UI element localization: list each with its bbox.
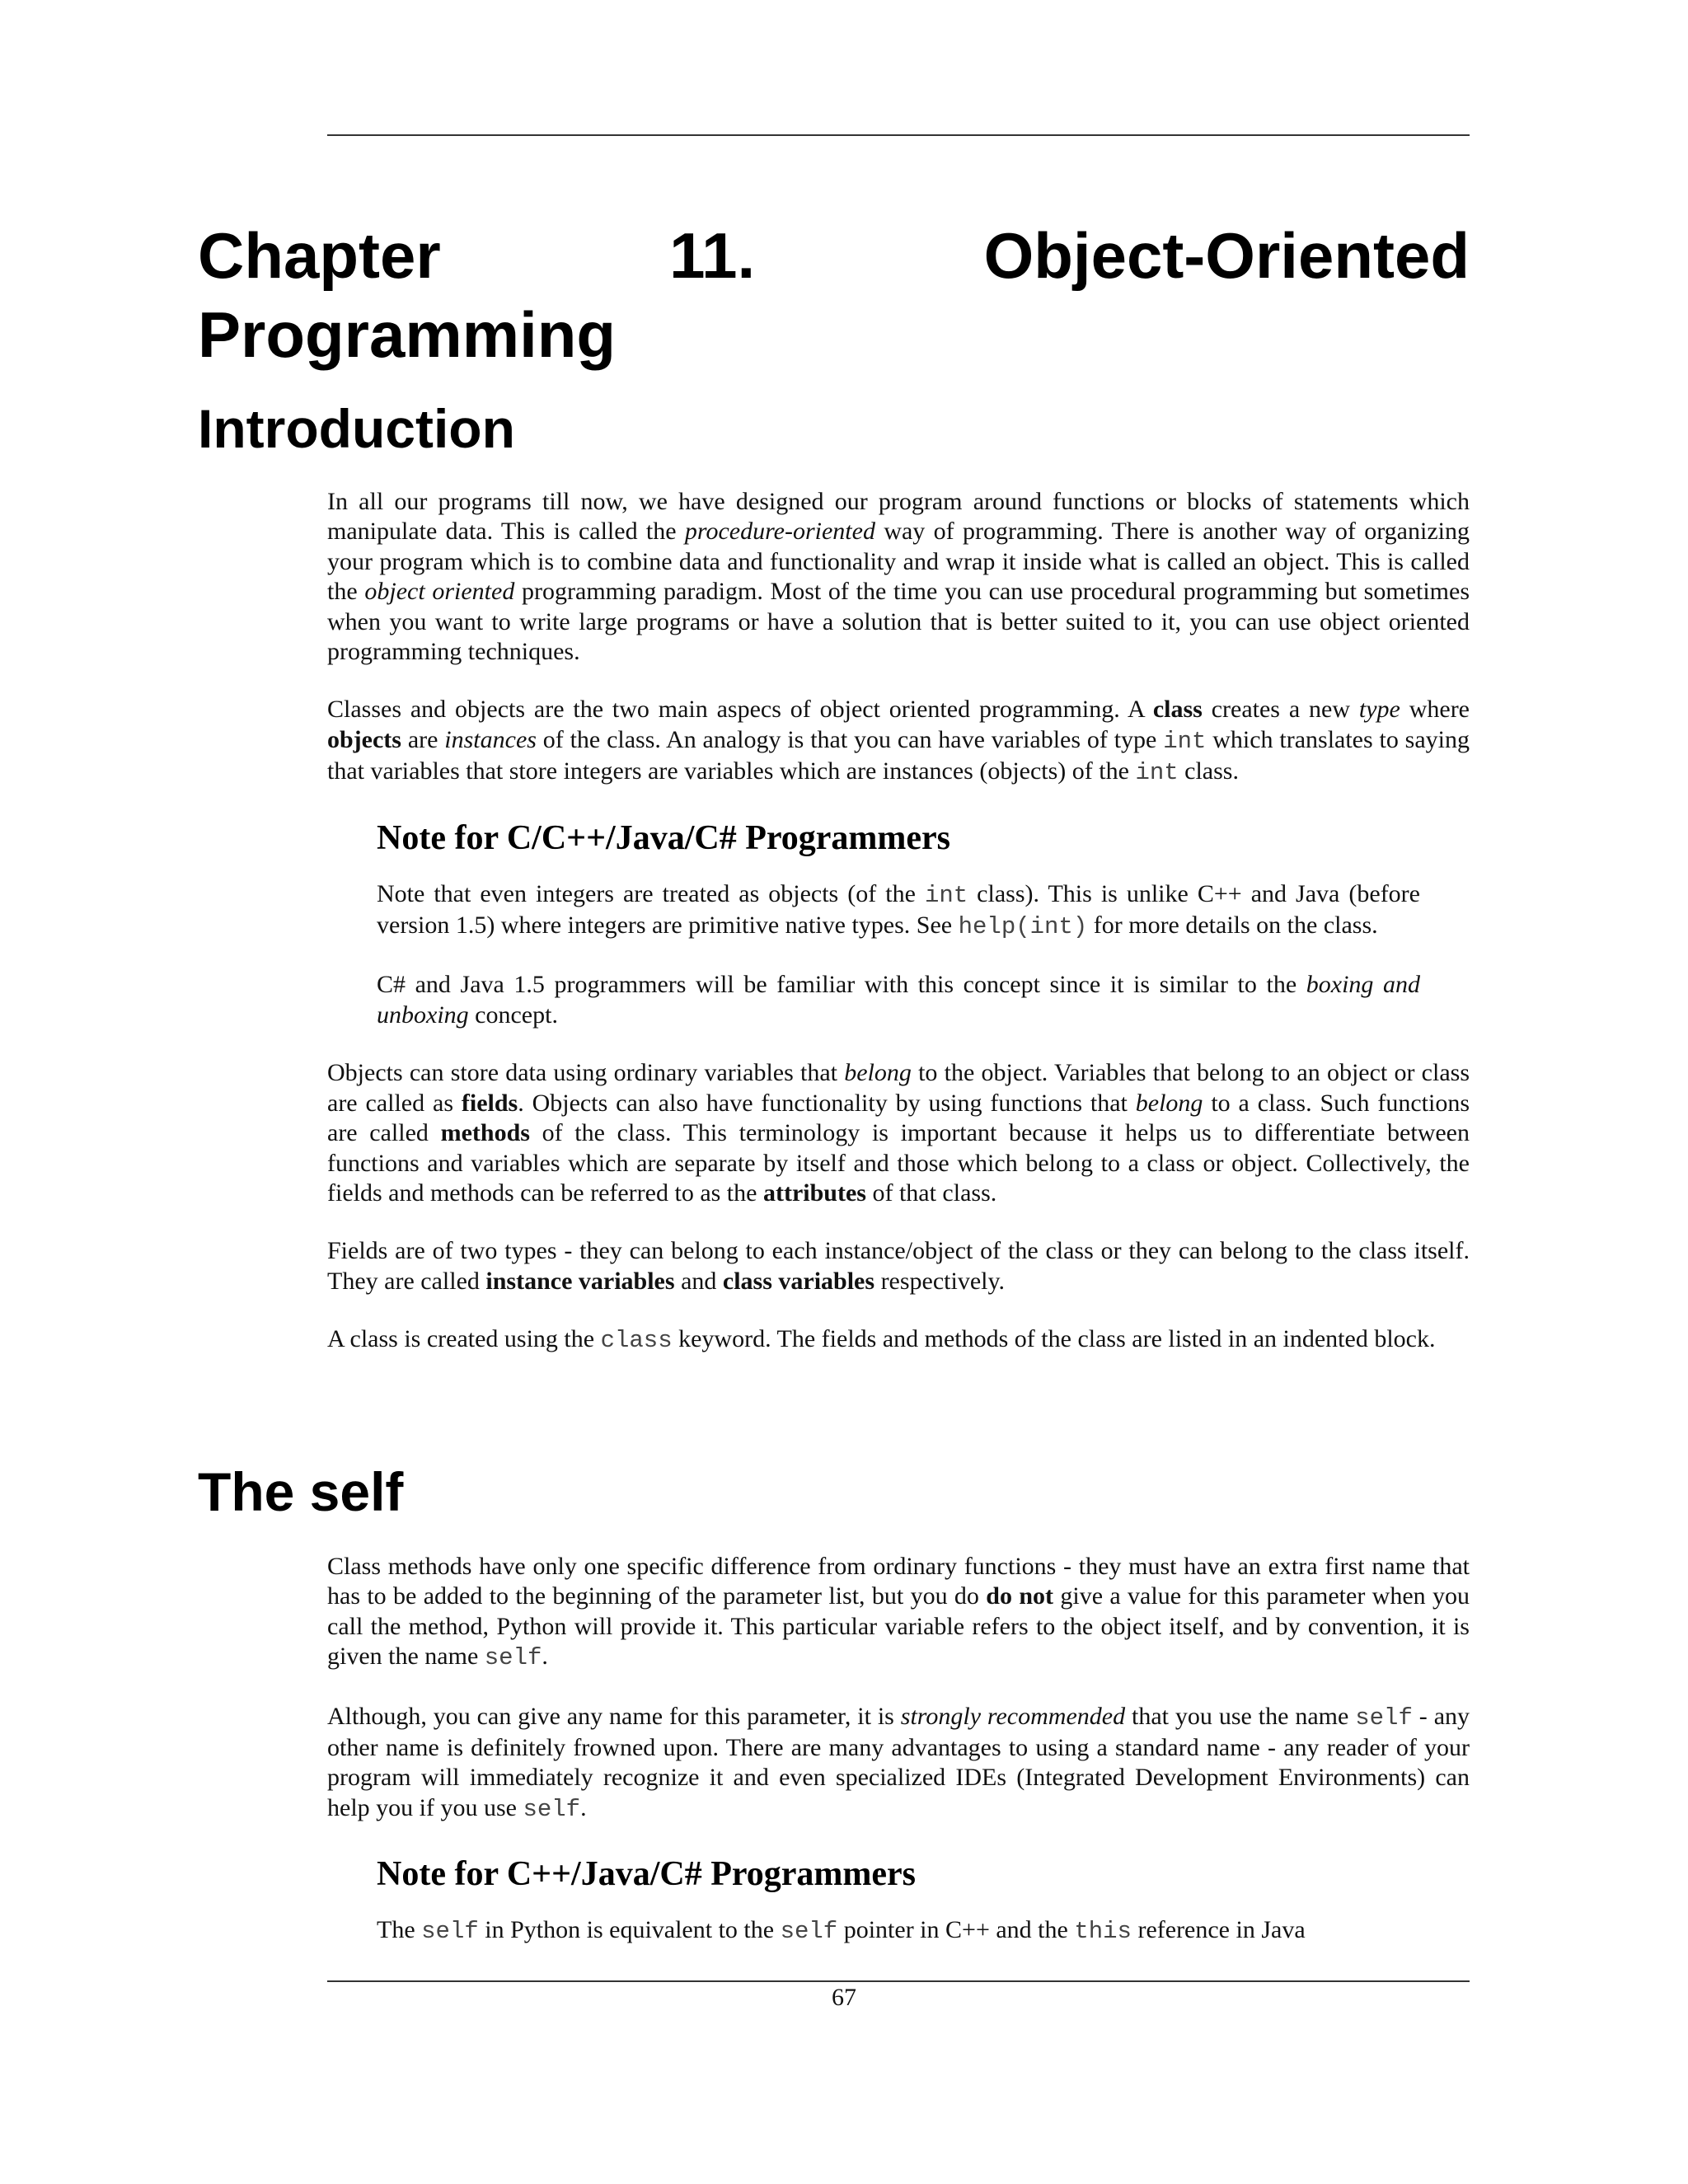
code-inline: self xyxy=(1355,1704,1413,1732)
paragraph: The self in Python is equivalent to the self pointer in C++ and the this reference in Java xyxy=(377,1916,1306,1946)
header-rule xyxy=(327,134,1470,136)
code-inline: int xyxy=(1135,759,1179,787)
code-inline: self xyxy=(780,1918,838,1946)
paragraph: Objects can store data using ordinary variables that belong to the object. Variables that belong to an object or class are called as fields. Objects can also have functionality by using functions that belong to a class. Such functions are called methods of the class. This terminology is important because it helps us to differentiate between functions and variables which are separate by itself and those which belong to a class or object. Collectively, the fields and methods can be referred to as the attributes of that class. xyxy=(327,1059,1470,1207)
chapter-word: Chapter xyxy=(198,219,441,292)
note-box xyxy=(377,817,1420,1031)
note-title: Note for C/C++/Java/C# Programmers xyxy=(377,818,950,857)
paragraph: In all our programs till now, we have designed our program around functions or blocks of statements which manipulate data. This is called the procedure-oriented way of programming. There is another way of organizing your program which is to combine data and functionality and wrap it inside what is called an object. This is called the object oriented programming paradigm. Most of the time you can use procedural programming but sometimes when you want to write large programs or have a solution that is better suited to it, you can use object oriented programming techniques. xyxy=(327,488,1470,666)
code-inline: int xyxy=(924,881,968,909)
paragraph: A class is created using the class keyword. The fields and methods of the class are listed in an indented block. xyxy=(327,1325,1436,1355)
note-box xyxy=(377,1853,1420,1947)
paragraph: Although, you can give any name for this parameter, it is strongly recommended that you use the name self - any other name is definitely frowned upon. There are many advantages to using a standard name - any reader of your program will immediately recognize it and even specialized IDEs (Integrated Development Environments) can help you if you use self. xyxy=(327,1702,1470,1823)
paragraph: C# and Java 1.5 programmers will be familiar with this concept since it is similar to the boxing and unboxing concept. xyxy=(377,971,1420,1029)
code-inline: int xyxy=(1163,727,1207,755)
code-inline: help(int) xyxy=(958,913,1088,941)
page-number: 67 xyxy=(832,1984,856,2011)
chapter-title xyxy=(198,216,1470,374)
introduction-body xyxy=(327,487,1470,1385)
chapter-number: 11. xyxy=(669,219,756,292)
paragraph: Class methods have only one specific difference from ordinary functions - they must have an extra first name that has to be added to the beginning of the parameter list, but you do do not give a value for this parameter when you call the method, Python will provide it. This particular variable refers to the object itself, and by convention, it is given the name self. xyxy=(327,1553,1470,1672)
code-inline: this xyxy=(1074,1918,1132,1946)
section-heading-the-self: The self xyxy=(198,1461,404,1522)
paragraph: Classes and objects are the two main aspecs of object oriented programming. A class creates a new type where objects are instances of the class. An analogy is that you can have variables of type int which translates to saying that variables that store integers are variables which are instances (objects) of the int class. xyxy=(327,696,1470,787)
code-inline: self xyxy=(421,1918,479,1946)
paragraph: Fields are of two types - they can belong to each instance/object of the class or they can belong to the class itself. They are called instance variables and class variables respectively. xyxy=(327,1237,1470,1295)
code-inline: self xyxy=(484,1644,542,1672)
note-title: Note for C++/Java/C# Programmers xyxy=(377,1855,916,1894)
code-inline: self xyxy=(523,1795,581,1823)
the-self-body xyxy=(327,1552,1470,1975)
chapter-topic: Object-Oriented xyxy=(983,219,1470,292)
paragraph: Note that even integers are treated as objects (of the int class). This is unlike C++ and Java (before version 1.5) where integers are primitive native types. See help(int) for more details on the class. xyxy=(377,879,1420,941)
chapter-title-line-1 xyxy=(198,216,1470,295)
code-inline: class xyxy=(600,1327,673,1355)
chapter-title-line-2: Programming xyxy=(198,298,617,371)
section-heading-introduction: Introduction xyxy=(198,398,515,459)
